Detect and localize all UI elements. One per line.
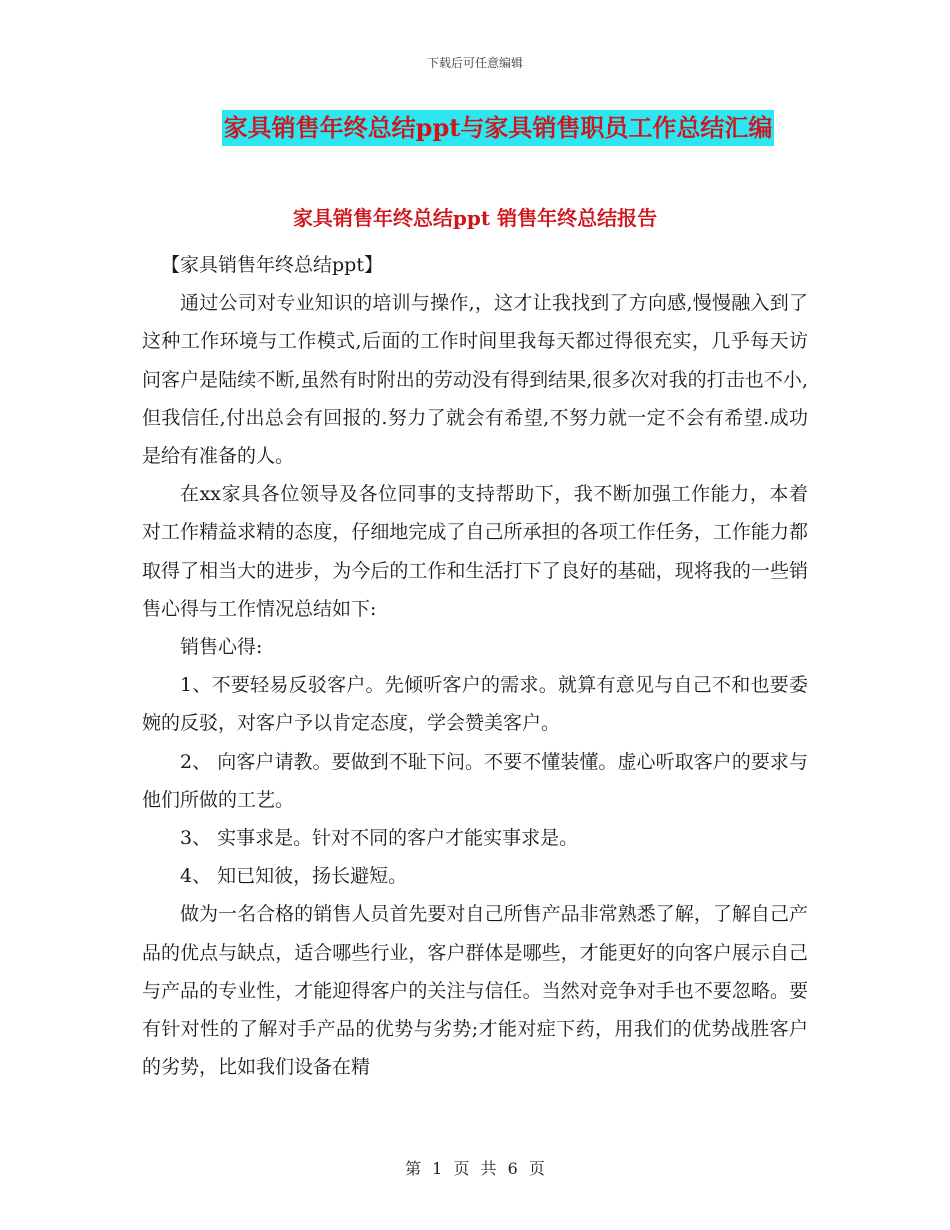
paragraph: 4、 知已知彼，扬长避短。: [180, 865, 408, 888]
paragraph: 2、 向客户请教。要做到不耻下问。不要不懂装懂。虚心听取客户的要求与他们所做的工艺。: [142, 750, 808, 811]
page-header-note: 下载后可任意编辑: [426, 56, 523, 70]
document-body: [142, 246, 808, 1086]
main-title: 家具销售年终总结ppt与家具销售职员工作总结汇编: [222, 110, 775, 146]
paragraph-heading: 【家具销售年终总结ppt】: [161, 254, 383, 276]
paragraph: 在xx家具各位领导及各位同事的支持帮助下，我不断加强工作能力，本着对工作精益求精的态度，仔细地完成了自己所承担的各项工作任务，工作能力都取得了相当大的进步，为今后的工作和生活打下了良好的基础，现将我的一些销售心得与工作情况总结如下:: [142, 483, 808, 620]
paragraph: 销售心得:: [180, 636, 263, 659]
paragraph: 3、 实事求是。针对不同的客户才能实事求是。: [180, 827, 579, 850]
page-number-footer: 第 1 页 共 6 页: [405, 1159, 545, 1178]
paragraph: 通过公司对专业知识的培训与操作,，这才让我找到了方向感,慢慢融入到了这种工作环境与工作模式,后面的工作时间里我每天都过得很充实，几乎每天访问客户是陆续不断,虽然有时附出的劳动没有得到结果,很多次对我的打击也不小,但我信任,付出总会有回报的.努力了就会有希望,不努力就一定不会有希望.成功是给有准备的人。: [142, 292, 808, 468]
paragraph: 1、不要轻易反驳客户。先倾听客户的需求。就算有意见与自己不和也要委婉的反驳，对客户予以肯定态度，学会赞美客户。: [142, 674, 808, 735]
paragraph: 做为一名合格的销售人员首先要对自己所售产品非常熟悉了解，了解自己产品的优点与缺点，适合哪些行业，客户群体是哪些，才能更好的向客户展示自己与产品的专业性，才能迎得客户的关注与信任。当然对竞争对手也不要忽略。要有针对性的了解对手产品的优势与劣势;才能对症下药，用我们的优势战胜客户的劣势，比如我们设备在精: [142, 903, 808, 1079]
section-title: 家具销售年终总结ppt 销售年终总结报告: [292, 206, 658, 230]
main-title-container: [0, 110, 950, 146]
